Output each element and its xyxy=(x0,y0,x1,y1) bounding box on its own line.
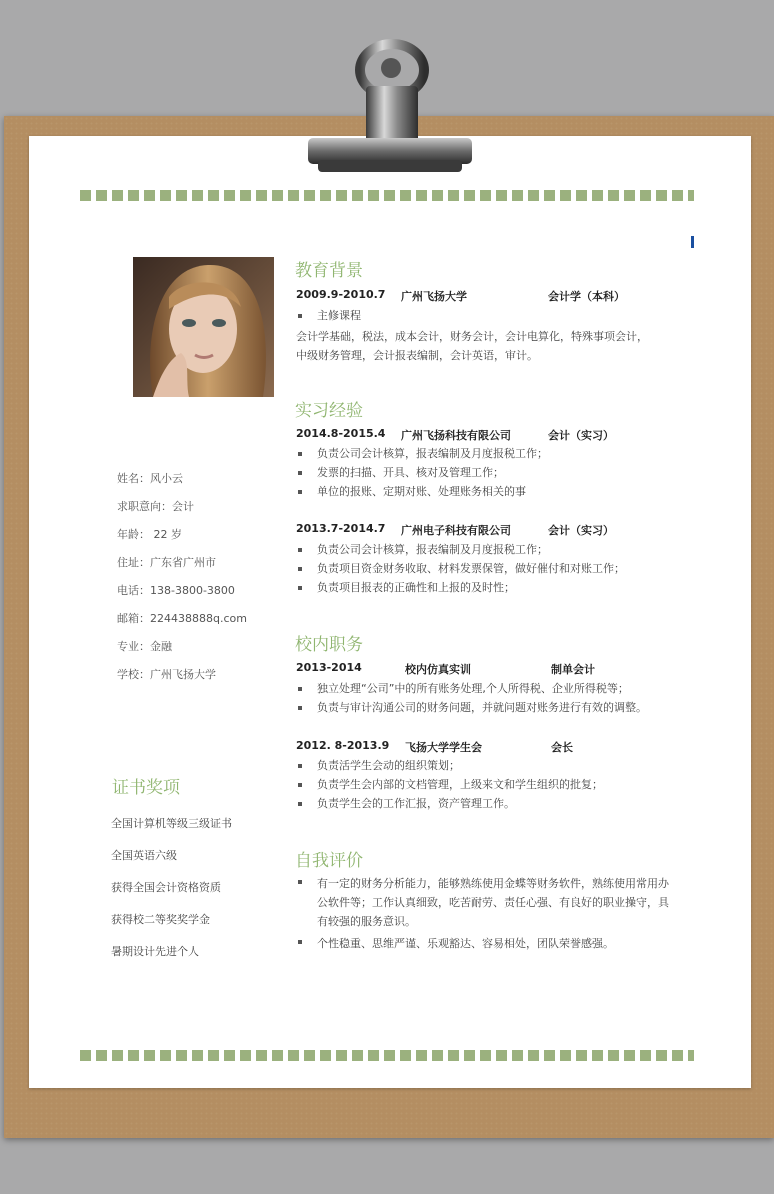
info-school: 学校：广州飞扬大学 xyxy=(117,668,216,681)
binder-clip-icon xyxy=(300,24,480,180)
list-item: 个性稳重、思维严谨、乐观豁达、容易相处，团队荣誉感强。 xyxy=(296,934,674,956)
list-item: 负责学生会的工作汇报，资产管理工作。 xyxy=(296,796,603,815)
list-item: 主修课程 xyxy=(296,308,361,327)
job-period: 2013.7-2014.7 xyxy=(296,522,386,535)
cert-item: 全国计算机等级三级证书 xyxy=(111,817,232,830)
education-courses-line: 会计学基础，税法，成本会计，财务会计，会计电算化，特殊事项会计， xyxy=(296,330,648,343)
cert-item: 获得校二等奖奖学金 xyxy=(111,913,210,926)
post-period: 2013-2014 xyxy=(296,661,362,674)
info-address: 住址：广东省广州市 xyxy=(117,556,216,569)
list-item: 负责公司会计核算，报表编制及月度报税工作； xyxy=(296,542,625,561)
job-role: 会计（实习） xyxy=(548,524,614,537)
list-item: 负责学生会内部的文档管理，上级来文和学生组织的批复； xyxy=(296,777,603,796)
cert-item: 获得全国会计资格资质 xyxy=(111,881,221,894)
bottom-stripe-divider xyxy=(80,1050,694,1061)
education-courses-list xyxy=(296,308,361,327)
education-period: 2009.9-2010.7 xyxy=(296,288,386,301)
cert-item: 暑期设计先进个人 xyxy=(111,945,199,958)
info-name: 姓名：风小云 xyxy=(117,472,183,485)
job-company: 广州飞扬科技有限公司 xyxy=(401,429,511,442)
list-item: 负责项目资金财务收取、材料发票保管，做好催付和对账工作； xyxy=(296,561,625,580)
info-major: 专业：金融 xyxy=(117,640,172,653)
list-item: 负责公司会计核算，报表编制及月度报税工作； xyxy=(296,446,548,465)
job-role: 会计（实习） xyxy=(548,429,614,442)
post-org: 飞扬大学学生会 xyxy=(405,741,482,754)
post-org: 校内仿真实训 xyxy=(405,663,471,676)
job-duties-list xyxy=(296,542,625,599)
post-duties-list xyxy=(296,681,647,719)
cursor-mark xyxy=(691,236,694,248)
list-item: 负责与审计沟通公司的财务问题，并就问题对账务进行有效的调整。 xyxy=(296,700,647,719)
post-duties-list xyxy=(296,758,603,815)
profile-photo xyxy=(133,257,274,397)
campus-title: 校内职务 xyxy=(295,635,363,655)
info-email: 邮箱：224438888q.com xyxy=(117,612,247,625)
list-item: 单位的报账、定期对账、处理账务相关的事 xyxy=(296,484,548,503)
education-school: 广州飞扬大学 xyxy=(401,290,467,303)
list-item: 独立处理“公司”中的所有账务处理,个人所得税、企业所得税等； xyxy=(296,681,647,700)
list-item: 有一定的财务分析能力，能够熟练使用金蝶等财务软件，熟练使用常用办公软件等；工作认真细致，吃苦耐劳、责任心强、有良好的职业操守，具有较强的服务意识。 xyxy=(296,874,674,934)
self-eval-title: 自我评价 xyxy=(295,851,363,871)
info-age: 年龄： 22 岁 xyxy=(117,528,182,541)
info-objective: 求职意向：会计 xyxy=(117,500,194,513)
education-title: 教育背景 xyxy=(295,261,363,281)
post-role: 会长 xyxy=(551,741,573,754)
post-role: 制单会计 xyxy=(551,663,595,676)
list-item: 负责项目报表的正确性和上报的及时性； xyxy=(296,580,625,599)
education-major: 会计学（本科） xyxy=(548,290,625,303)
certs-title: 证书奖项 xyxy=(112,778,180,798)
education-courses-line: 中级财务管理，会计报表编制，会计英语，审计。 xyxy=(296,349,538,362)
job-period: 2014.8-2015.4 xyxy=(296,427,386,440)
internship-title: 实习经验 xyxy=(295,401,363,421)
info-phone: 电话：138-3800-3800 xyxy=(117,584,235,597)
job-duties-list xyxy=(296,446,548,503)
list-item: 发票的扫描、开具、核对及管理工作； xyxy=(296,465,548,484)
list-item: 负责活学生会动的组织策划； xyxy=(296,758,603,777)
cert-item: 全国英语六级 xyxy=(111,849,177,862)
job-company: 广州电子科技有限公司 xyxy=(401,524,511,537)
top-stripe-divider xyxy=(80,190,694,201)
self-eval-list xyxy=(296,874,674,956)
post-period: 2012. 8-2013.9 xyxy=(296,739,390,752)
